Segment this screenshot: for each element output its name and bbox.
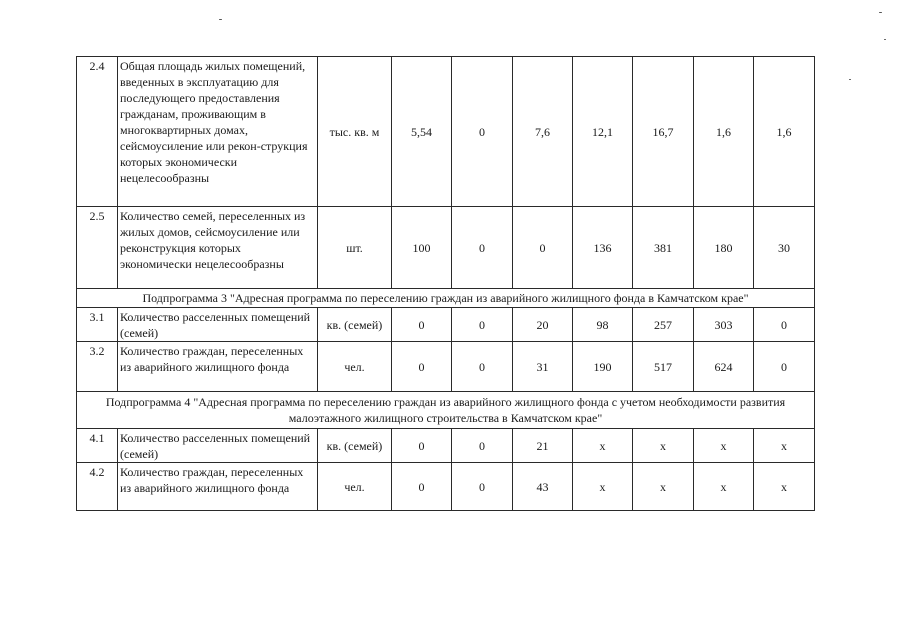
value-cell: 1,6 [754,57,815,207]
value-cell: 5,54 [392,57,452,207]
unit-cell: кв. (семей) [318,429,392,463]
value-cell: 136 [573,207,633,289]
value-cell: 0 [754,308,815,342]
value-cell: 0 [392,308,452,342]
row-number: 4.2 [77,463,118,511]
unit-cell: кв. (семей) [318,308,392,342]
indicator-name: Общая площадь жилых помещений, введенных в эксплуатацию для последующего предоставления гражданам, проживающим в многоквартирных домах, сейсмоусиление или рекон-струкция которых экономически нецелесообразны [118,57,318,207]
value-cell: 0 [754,342,815,392]
value-cell: 0 [452,463,513,511]
table-row [77,57,815,207]
value-cell: 180 [694,207,754,289]
value-cell: 381 [633,207,694,289]
indicator-name: Количество граждан, переселенных из аварийного жилищного фонда [118,463,318,511]
value-cell: 0 [452,342,513,392]
value-cell: 0 [392,463,452,511]
value-cell: 98 [573,308,633,342]
value-cell: 0 [452,429,513,463]
value-cell: 517 [633,342,694,392]
value-cell: 0 [452,308,513,342]
table-row [77,342,815,392]
value-cell: х [754,463,815,511]
value-cell: 0 [452,207,513,289]
value-cell: 257 [633,308,694,342]
value-cell: х [633,429,694,463]
value-cell: 31 [513,342,573,392]
row-number: 3.2 [77,342,118,392]
value-cell: 20 [513,308,573,342]
value-cell: 0 [513,207,573,289]
scan-speck [879,12,882,13]
subprogram-4-title: Подпрограмма 4 "Адресная программа по переселению граждан из аварийного жилищного фонда с учетом необходимости развития малоэтажного жилищного строительства в Камчатском крае" [77,392,815,429]
value-cell: 1,6 [694,57,754,207]
value-cell: х [573,463,633,511]
scan-speck [219,19,222,20]
value-cell: 30 [754,207,815,289]
value-cell: х [694,429,754,463]
row-number: 3.1 [77,308,118,342]
unit-cell: тыс. кв. м [318,57,392,207]
unit-cell: чел. [318,463,392,511]
value-cell: х [633,463,694,511]
table-row [77,308,815,342]
value-cell: х [573,429,633,463]
subprogram-3-title: Подпрограмма 3 "Адресная программа по переселению граждан из аварийного жилищного фонда в Камчатском крае" [77,289,815,308]
value-cell: х [694,463,754,511]
indicator-name: Количество семей, переселенных из жилых домов, сейсмоусиление или реконструкция которых экономически нецелесообразны [118,207,318,289]
scan-speck [884,39,886,40]
value-cell: 12,1 [573,57,633,207]
table-row [77,463,815,511]
value-cell: 624 [694,342,754,392]
value-cell: 0 [452,57,513,207]
indicator-name: Количество граждан, переселенных из аварийного жилищного фонда [118,342,318,392]
indicator-name: Количество расселенных помещений (семей) [118,308,318,342]
value-cell: 43 [513,463,573,511]
unit-cell: чел. [318,342,392,392]
unit-cell: шт. [318,207,392,289]
value-cell: 0 [392,429,452,463]
value-cell: 7,6 [513,57,573,207]
value-cell: 190 [573,342,633,392]
value-cell: 303 [694,308,754,342]
value-cell: х [754,429,815,463]
scan-speck [849,79,851,80]
value-cell: 0 [392,342,452,392]
subprogram-row [77,392,815,429]
row-number: 2.4 [77,57,118,207]
table-row [77,207,815,289]
value-cell: 100 [392,207,452,289]
value-cell: 21 [513,429,573,463]
indicators-table [76,56,815,511]
indicator-name: Количество расселенных помещений (семей) [118,429,318,463]
row-number: 4.1 [77,429,118,463]
row-number: 2.5 [77,207,118,289]
subprogram-row [77,289,815,308]
value-cell: 16,7 [633,57,694,207]
table-row [77,429,815,463]
